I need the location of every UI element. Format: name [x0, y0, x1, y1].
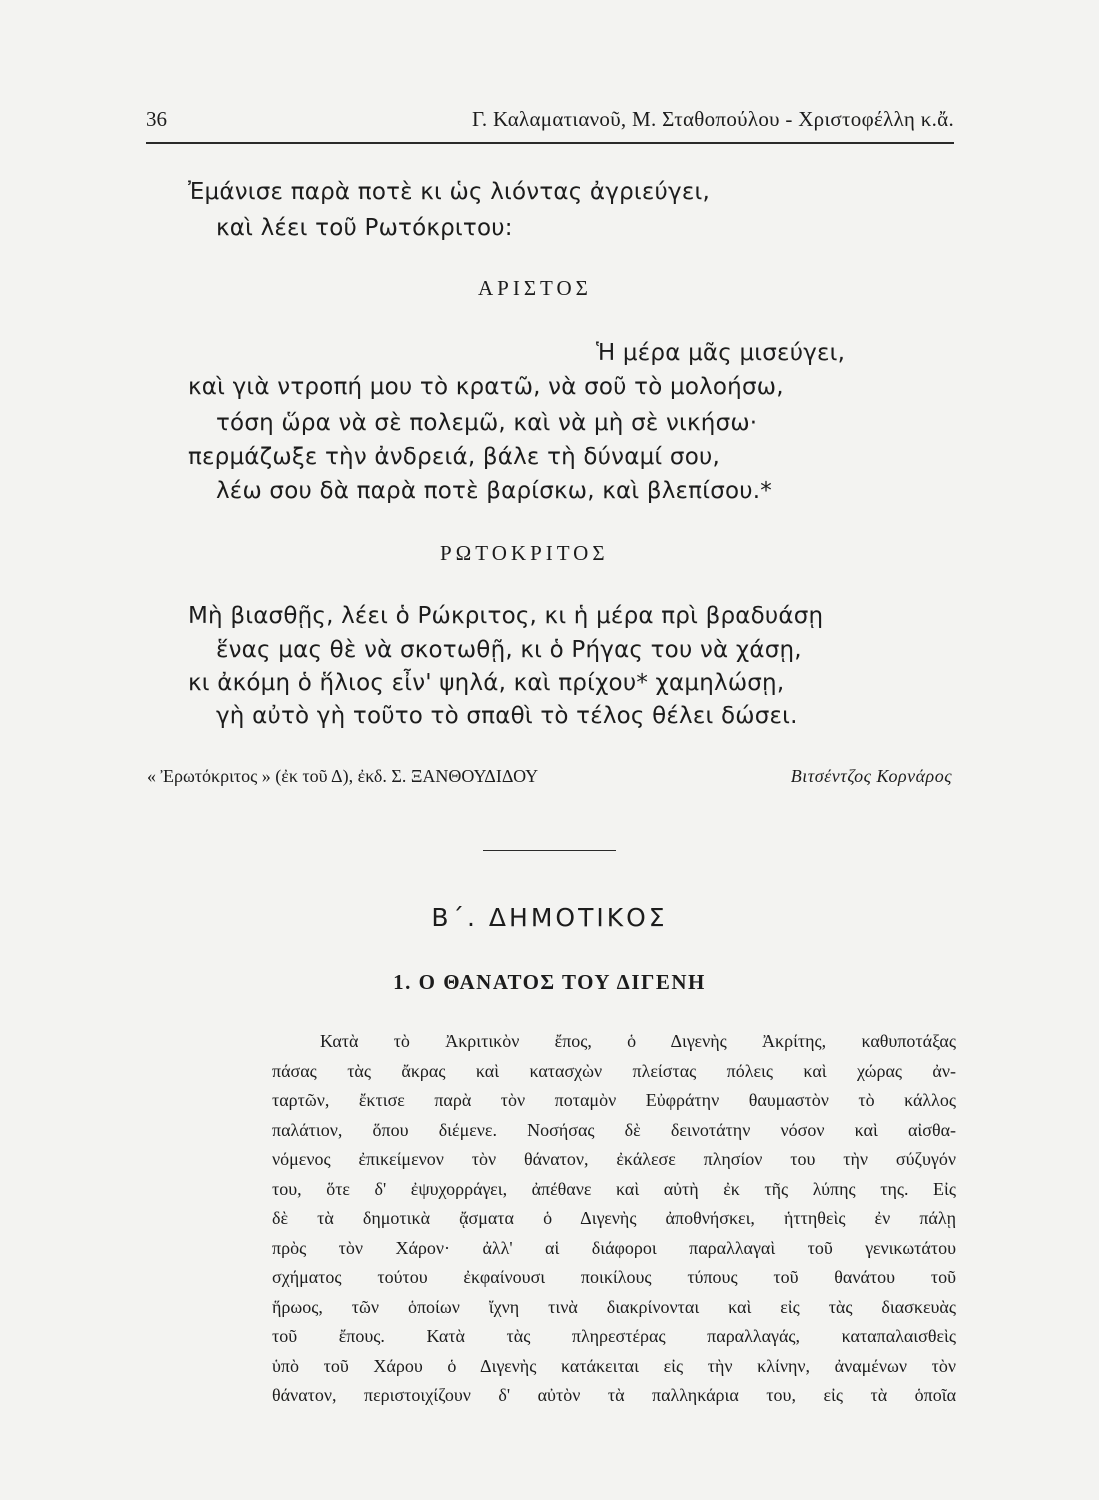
verse-line: κι ἀκόμη ὁ ἥλιος εἶν' ψηλά, καὶ πρίχου* χαμηλώσῃ,: [188, 670, 785, 696]
part-heading: Β΄. ΔΗΜΟΤΙΚΟΣ: [431, 903, 668, 932]
citation-source: « Ἐρωτόκριτος » (ἐκ τοῦ Δ), ἐκδ. Σ. ΞΑΝΘΟΥΔΙΔΟΥ: [147, 766, 539, 786]
page-header: [146, 107, 954, 139]
prose-line: τοῦ ἔπους. Κατὰ τὰς πληρεστέρας παραλλαγάς, καταπαλαισθεὶς: [272, 1326, 956, 1346]
prose-line: δὲ τὰ δημοτικὰ ᾄσματα ὁ Διγενὴς ἀποθνήσκει, ἡττηθεὶς ἐν πάλῃ: [272, 1208, 956, 1228]
prose-line: πάσας τὰς ἄκρας καὶ κατασχὼν πλείστας πόλεις καὶ χώρας ἀν-: [272, 1061, 956, 1081]
verse-line: Ἐμάνισε παρὰ ποτὲ κι ὡς λιόντας ἀγριεύγει,: [188, 179, 710, 205]
verse-line: λέω σου δὰ παρὰ ποτὲ βαρίσκω, καὶ βλεπίσου.*: [216, 478, 772, 504]
page-number: 36: [146, 107, 167, 131]
speaker-rotokritos: ΡΩΤΟΚΡΙΤΟΣ: [440, 541, 609, 565]
header-rule: [146, 142, 954, 144]
prose-line: του, ὅτε δ' ἐψυχορράγει, ἀπέθανε καὶ αὐτὴ ἐκ τῆς λύπης της. Εἰς: [272, 1179, 956, 1199]
prose-line: πρὸς τὸν Χάρον· ἀλλ' αἱ διάφοροι παραλλαγαὶ τοῦ γενικωτάτου: [272, 1238, 956, 1258]
section-separator: [483, 850, 616, 851]
prose-line: σχήματος τούτου ἐκφαίνουσι ποικίλους τύπους τοῦ θανάτου τοῦ: [272, 1267, 956, 1287]
prose-line: ἥρωος, τῶν ὁποίων ἴχνη τινὰ διακρίνονται καὶ εἰς τὰς διασκευὰς: [272, 1297, 956, 1317]
source-citation: [147, 766, 952, 787]
running-head: Γ. Καλαματιανοῦ, Μ. Σταθοπούλου - Χριστοφέλλη κ.ἄ.: [471, 107, 954, 131]
verse-line: ἕνας μας θὲ νὰ σκοτωθῇ, κι ὁ Ρήγας του νὰ χάσῃ,: [216, 637, 802, 663]
verse-line: Ἡ μέρα μᾶς μισεύγει,: [596, 340, 846, 366]
citation-author: Βιτσέντζος Κορνάρος: [790, 766, 952, 786]
prose-line: ὑπὸ τοῦ Χάρου ὁ Διγενὴς κατάκειται εἰς τὴν κλίνην, ἀναμένων τὸν: [272, 1356, 956, 1376]
prose-line: νόμενος ἐπικείμενον τὸν θάνατον, ἐκάλεσε πλησίον του τὴν σύζυγόν: [272, 1149, 956, 1169]
prose-line: ταρτῶν, ἔκτισε παρὰ τὸν ποταμὸν Εὐφράτην θαυμαστὸν τὸ κάλλος: [272, 1090, 956, 1110]
verse-line: Μὴ βιασθῇς, λέει ὁ Ρώκριτος, κι ἡ μέρα πρὶ βραδυάσῃ: [188, 603, 824, 629]
verse-line: καὶ γιὰ ντροπή μου τὸ κρατῶ, νὰ σοῦ τὸ μολοήσω,: [188, 374, 784, 400]
section-heading: 1. Ο ΘΑΝΑΤΟΣ ΤΟΥ ΔΙΓΕΝΗ: [393, 970, 706, 994]
prose-line: θάνατον, περιστοιχίζουν δ' αὐτὸν τὰ παλληκάρια του, εἰς τὰ ὁποῖα: [272, 1385, 956, 1405]
prose-line: Κατὰ τὸ Ἀκριτικὸν ἔπος, ὁ Διγενὴς Ἀκρίτης, καθυποτάξας: [320, 1031, 956, 1051]
verse-line: περμάζωξε τὴν ἀνδρειά, βάλε τὴ δύναμί σου,: [188, 444, 720, 470]
speaker-aristos: ΑΡΙΣΤΟΣ: [478, 276, 592, 300]
verse-line: γὴ αὐτὸ γὴ τοῦτο τὸ σπαθὶ τὸ τέλος θέλει δώσει.: [216, 703, 798, 729]
verse-line: τόση ὥρα νὰ σὲ πολεμῶ, καὶ νὰ μὴ σὲ νικήσω·: [216, 410, 758, 436]
verse-line: καὶ λέει τοῦ Ρωτόκριτου:: [216, 215, 513, 241]
prose-line: παλάτιον, ὅπου διέμενε. Νοσήσας δὲ δεινοτάτην νόσον καὶ αἰσθα-: [272, 1120, 956, 1140]
